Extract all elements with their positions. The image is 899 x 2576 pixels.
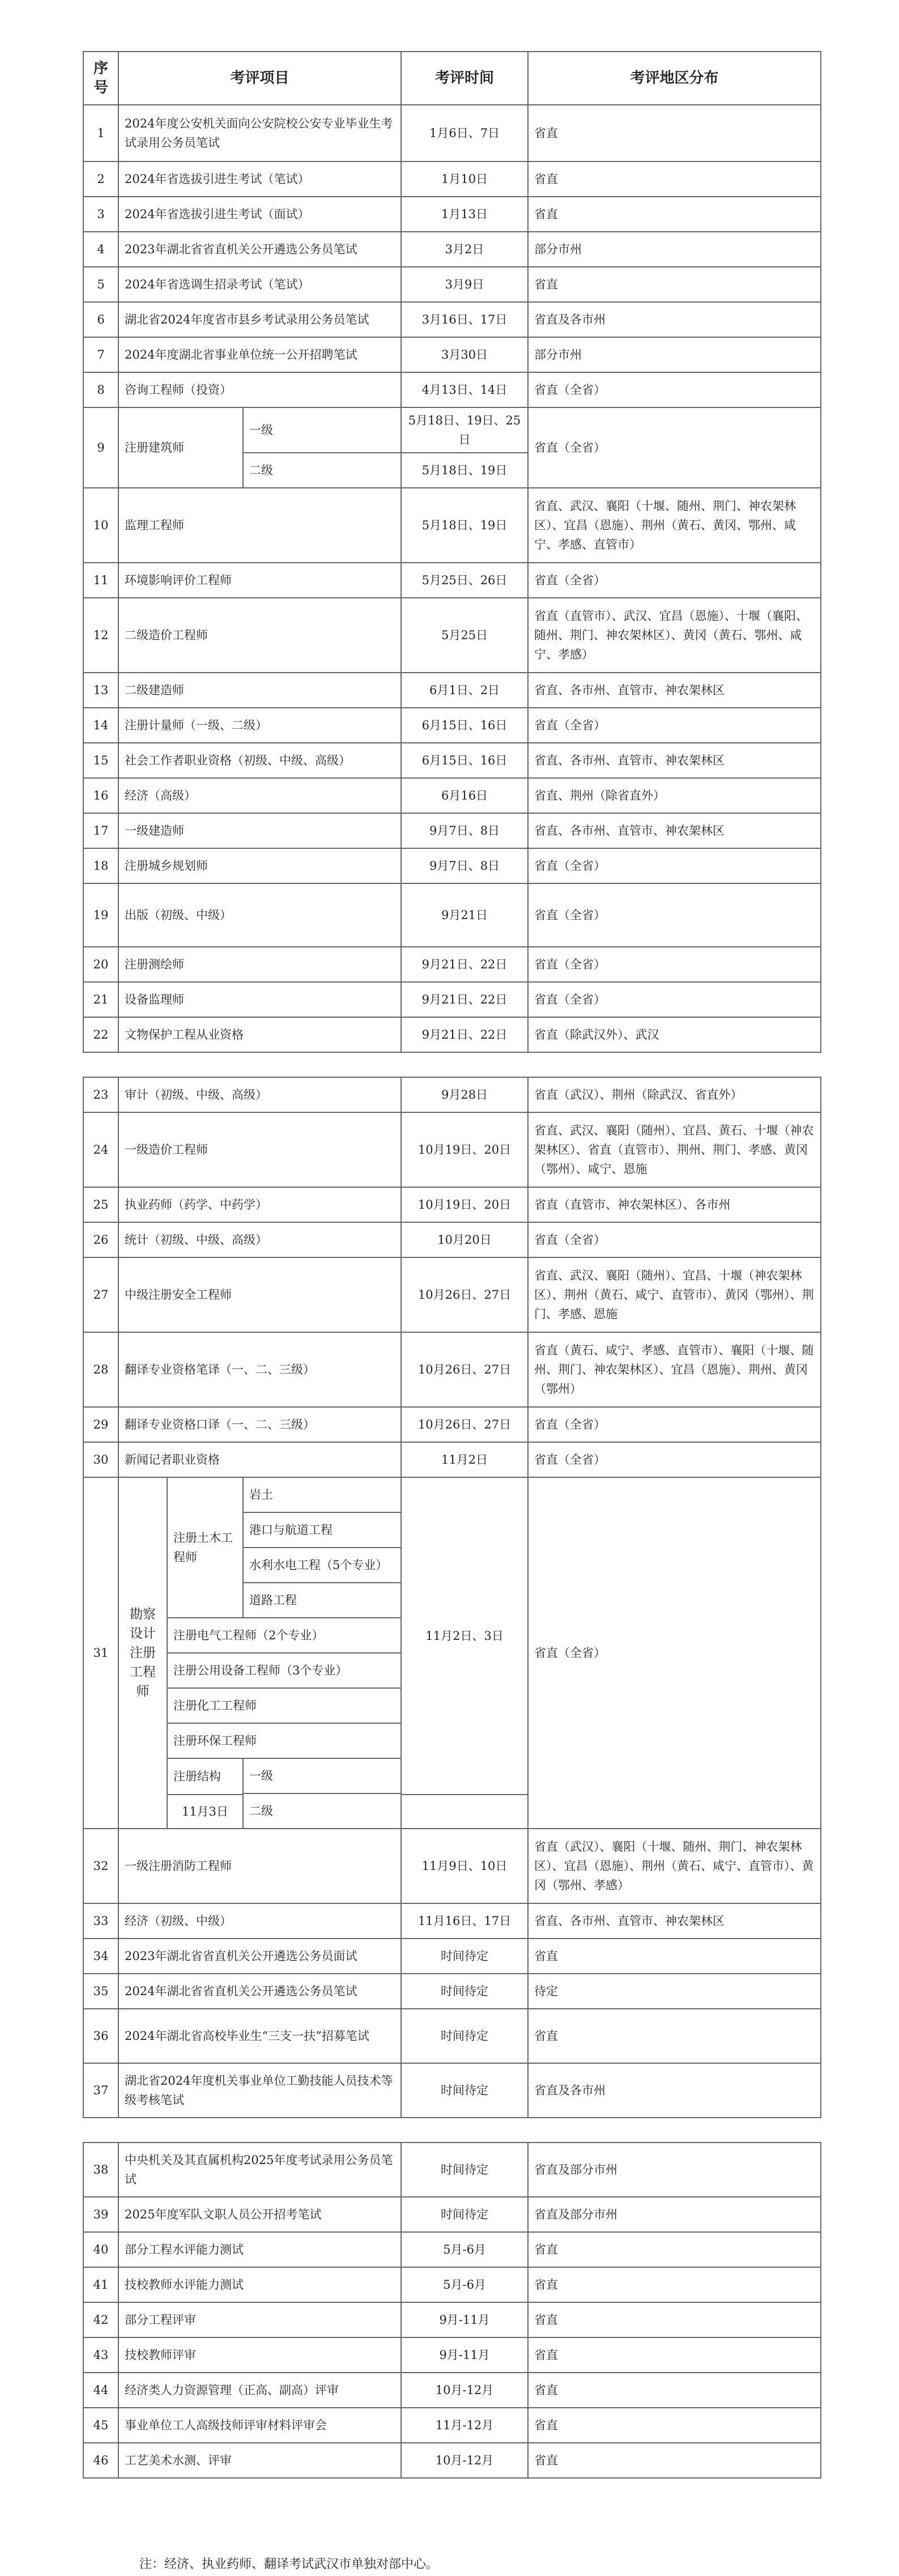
- row-item: 2024年度湖北省事业单位统一公开招聘笔试: [118, 337, 401, 372]
- row-time: 3月9日: [401, 267, 528, 302]
- row-time: 时间待定: [401, 1974, 528, 2009]
- row-time: 5月-6月: [401, 2267, 528, 2302]
- row-time: 1月10日: [401, 161, 528, 197]
- table-row: [83, 1332, 821, 1407]
- row-time: 时间待定: [401, 1939, 528, 1974]
- table-row: [83, 1939, 821, 1974]
- table-row: [83, 337, 821, 372]
- row-no: 30: [83, 1442, 118, 1477]
- table-row: [83, 1442, 821, 1477]
- row-no: 28: [83, 1332, 118, 1407]
- row-no: 27: [83, 1257, 118, 1332]
- row-time: 5月25日、26日: [401, 563, 528, 598]
- row-area: 省直: [528, 161, 821, 197]
- row-item: 注册建筑师: [118, 407, 243, 488]
- row-area: 省直: [528, 2232, 821, 2267]
- row-no: 31: [83, 1477, 118, 1829]
- row-area: 省直及部分市州: [528, 2197, 821, 2232]
- row-area: 省直、武汉、襄阳（随州）、宜昌、黄石、十堰（神农架林区）、省直（直管市）、荆州、荆门、孝感、黄冈（鄂州）、咸宁、恩施: [528, 1112, 821, 1187]
- row-time: 1月13日: [401, 197, 528, 232]
- row-area: 省直、武汉、襄阳（十堰、随州、荆门、神农架林区）、宜昌（恩施）、荆州（黄石、黄冈、鄂州、咸宁、孝感、直管市）: [528, 488, 821, 563]
- row-subitem: 道路工程: [243, 1583, 401, 1618]
- table-row: [83, 982, 821, 1017]
- row-time: 时间待定: [401, 2009, 528, 2063]
- row-time: 4月13日、14日: [401, 372, 528, 407]
- row-item: 新闻记者职业资格: [118, 1442, 401, 1477]
- table-row: [83, 598, 821, 673]
- row-item: 注册计量师（一级、二级）: [118, 708, 401, 743]
- table-row: [83, 708, 821, 743]
- row-time: 6月15日、16日: [401, 743, 528, 778]
- row-area: 省直（全省）: [528, 1407, 821, 1442]
- row-time: 5月18日、19日: [401, 453, 528, 488]
- row-time: 11月3日: [167, 1795, 243, 1829]
- row-time: 11月9日、10日: [401, 1829, 528, 1903]
- exam-schedule-table: [83, 51, 821, 1053]
- table-row: [83, 488, 821, 563]
- row-no: 45: [83, 2408, 118, 2443]
- row-no: 40: [83, 2232, 118, 2267]
- row-area: 省直: [528, 2337, 821, 2373]
- row-subitem: 一级: [243, 407, 401, 453]
- row-no: 8: [83, 372, 118, 407]
- row-item: 出版（初级、中级）: [118, 883, 401, 947]
- row-area: 省直（全省）: [528, 1222, 821, 1257]
- row-item: 环境影响评价工程师: [118, 563, 401, 598]
- table-row: [83, 407, 821, 453]
- row-time: 11月16日、17日: [401, 1903, 528, 1939]
- row-area: 省直（全省）: [528, 883, 821, 947]
- table-row: [83, 161, 821, 197]
- table-row: [83, 2197, 821, 2232]
- table-row: [83, 778, 821, 813]
- table-row: [83, 2143, 821, 2197]
- row-no: 32: [83, 1829, 118, 1903]
- row-no: 2: [83, 161, 118, 197]
- table-row: [83, 673, 821, 708]
- header-no: 序号: [83, 52, 118, 105]
- header-time: 考评时间: [401, 52, 528, 105]
- row-time: 9月28日: [401, 1077, 528, 1112]
- row-time: 9月21日: [401, 883, 528, 947]
- row-no: 46: [83, 2443, 118, 2478]
- row-time: 5月-6月: [401, 2232, 528, 2267]
- row-item: 统计（初级、中级、高级）: [118, 1222, 401, 1257]
- row-area: 省直: [528, 2373, 821, 2408]
- header-item: 考评项目: [118, 52, 401, 105]
- row-time: 9月21日、22日: [401, 947, 528, 982]
- row-item: 社会工作者职业资格（初级、中级、高级）: [118, 743, 401, 778]
- table-row: [83, 2009, 821, 2063]
- row-time: 9月7日、8日: [401, 848, 528, 883]
- row-no: 3: [83, 197, 118, 232]
- row-item: 2024年省选调生招录考试（笔试）: [118, 267, 401, 302]
- table-row: [83, 1222, 821, 1257]
- footnote: 注：经济、执业药师、翻译考试武汉市单独对部中心。: [139, 2557, 439, 2571]
- row-no: 44: [83, 2373, 118, 2408]
- row-area: 省直: [528, 1939, 821, 1974]
- table-row: [83, 883, 821, 947]
- row-subgroup: 注册土木工程师: [167, 1477, 243, 1618]
- row-item: 工艺美术水测、评审: [118, 2443, 401, 2478]
- row-time: 10月19日、20日: [401, 1187, 528, 1222]
- row-item: 技校教师评审: [118, 2337, 401, 2373]
- row-time: 9月7日、8日: [401, 813, 528, 848]
- row-no: 35: [83, 1974, 118, 2009]
- row-area: 省直、各市州、直管市、神农架林区: [528, 743, 821, 778]
- page-break: [83, 1053, 820, 1077]
- row-time: 10月26日、27日: [401, 1257, 528, 1332]
- row-item: 2025年度军队文职人员公开招考笔试: [118, 2197, 401, 2232]
- row-item: 勘察设计注册工程师: [118, 1477, 167, 1829]
- row-area: 省直（黄石、咸宁、孝感、直管市）、襄阳（十堰、随州、荆门、神农架林区）、宜昌（恩施）、荆州、黄冈（鄂州）: [528, 1332, 821, 1407]
- row-time: 6月16日: [401, 778, 528, 813]
- exam-schedule-table-continued: [83, 1077, 821, 2118]
- row-item: 2023年湖北省省直机关公开遴选公务员面试: [118, 1939, 401, 1974]
- row-item: 2024年省选拔引进生考试（笔试）: [118, 161, 401, 197]
- row-item: 2024年省选拔引进生考试（面试）: [118, 197, 401, 232]
- row-area: 省直（全省）: [528, 708, 821, 743]
- row-no: 14: [83, 708, 118, 743]
- row-area: 省直: [528, 2443, 821, 2478]
- row-no: 15: [83, 743, 118, 778]
- row-item: 审计（初级、中级、高级）: [118, 1077, 401, 1112]
- row-item: 2023年湖北省省直机关公开遴选公务员笔试: [118, 232, 401, 267]
- row-time: 10月20日: [401, 1222, 528, 1257]
- row-no: 41: [83, 2267, 118, 2302]
- row-item: 经济（初级、中级）: [118, 1903, 401, 1939]
- row-area: 省直（除武汉外）、武汉: [528, 1017, 821, 1052]
- row-area: 省直、各市州、直管市、神农架林区: [528, 673, 821, 708]
- row-item: 监理工程师: [118, 488, 401, 563]
- header-row: [83, 52, 821, 105]
- row-no: 13: [83, 673, 118, 708]
- row-no: 12: [83, 598, 118, 673]
- row-no: 33: [83, 1903, 118, 1939]
- row-time: 3月16日、17日: [401, 302, 528, 337]
- row-no: 6: [83, 302, 118, 337]
- row-item: 二级建造师: [118, 673, 401, 708]
- row-area: 省直（全省）: [528, 407, 821, 488]
- row-no: 39: [83, 2197, 118, 2232]
- row-area: 省直及各市州: [528, 302, 821, 337]
- schedule-page: [83, 51, 820, 2479]
- row-time: 5月18日、19日、25日: [401, 407, 528, 453]
- row-area: 省直、武汉、襄阳（随州）、宜昌、十堰（神农架林区）、荆州（黄石、咸宁、直管市）、黄冈（鄂州）、荆门、孝感、恩施: [528, 1257, 821, 1332]
- row-no: 7: [83, 337, 118, 372]
- table-row: [83, 2373, 821, 2408]
- row-no: 1: [83, 105, 118, 161]
- table-row: [83, 2337, 821, 2373]
- row-area: 省直: [528, 2408, 821, 2443]
- table-row: [83, 2302, 821, 2337]
- row-area: 省直、各市州、直管市、神农架林区: [528, 1903, 821, 1939]
- row-area: 省直（全省）: [528, 563, 821, 598]
- row-time: 9月21日、22日: [401, 982, 528, 1017]
- table-row: [83, 813, 821, 848]
- table-row: [83, 1112, 821, 1187]
- row-item: 注册城乡规划师: [118, 848, 401, 883]
- row-time: 11月-12月: [401, 2408, 528, 2443]
- table-row: [83, 2408, 821, 2443]
- page-break: [83, 2118, 820, 2142]
- row-area: 省直（全省）: [528, 1477, 821, 1829]
- table-row: [83, 372, 821, 407]
- row-item: 咨询工程师（投资）: [118, 372, 401, 407]
- row-area: 省直: [528, 2267, 821, 2302]
- row-time: 时间待定: [401, 2197, 528, 2232]
- row-no: 29: [83, 1407, 118, 1442]
- row-subitem: 港口与航道工程: [243, 1512, 401, 1548]
- table-row: [83, 848, 821, 883]
- row-no: 22: [83, 1017, 118, 1052]
- row-subitem: 二级: [243, 1793, 401, 1829]
- table-row: [83, 267, 821, 302]
- table-row: [83, 743, 821, 778]
- row-subitem: 水利水电工程（5个专业）: [243, 1548, 401, 1583]
- row-time: 1月6日、7日: [401, 105, 528, 161]
- row-item: 经济（高级）: [118, 778, 401, 813]
- row-no: 37: [83, 2063, 118, 2118]
- row-item: 设备监理师: [118, 982, 401, 1017]
- table-row: [83, 1407, 821, 1442]
- row-no: 11: [83, 563, 118, 598]
- row-item: 一级注册消防工程师: [118, 1829, 401, 1903]
- row-time: 时间待定: [401, 2143, 528, 2197]
- row-area: 省直（全省）: [528, 848, 821, 883]
- row-area: 省直: [528, 197, 821, 232]
- table-row: [83, 105, 821, 161]
- header-area: 考评地区分布: [528, 52, 821, 105]
- row-subitem: 注册公用设备工程师（3个专业）: [167, 1653, 401, 1688]
- row-no: 9: [83, 407, 118, 488]
- row-no: 38: [83, 2143, 118, 2197]
- row-no: 34: [83, 1939, 118, 1974]
- row-time: 9月21日、22日: [401, 1017, 528, 1052]
- row-no: 42: [83, 2302, 118, 2337]
- row-area: 省直及部分市州: [528, 2143, 821, 2197]
- row-area: 省直、各市州、直管市、神农架林区: [528, 813, 821, 848]
- row-item: 翻译专业资格笔译（一、二、三级）: [118, 1332, 401, 1407]
- row-item: 注册测绘师: [118, 947, 401, 982]
- row-no: 19: [83, 883, 118, 947]
- row-item: 经济类人力资源管理（正高、副高）评审: [118, 2373, 401, 2408]
- table-row: [83, 302, 821, 337]
- table-row: [83, 1974, 821, 2009]
- row-time: 时间待定: [401, 2063, 528, 2118]
- row-time: 10月26日、27日: [401, 1332, 528, 1407]
- row-item: 2024年湖北省高校毕业生“三支一扶”招募笔试: [118, 2009, 401, 2063]
- row-time: 10月-12月: [401, 2373, 528, 2408]
- table-row: [83, 1017, 821, 1052]
- row-no: 26: [83, 1222, 118, 1257]
- row-no: 18: [83, 848, 118, 883]
- row-subgroup: 注册结构: [167, 1758, 243, 1795]
- row-no: 16: [83, 778, 118, 813]
- row-no: 20: [83, 947, 118, 982]
- row-area: 省直、荆州（除省直外）: [528, 778, 821, 813]
- row-item: 文物保护工程从业资格: [118, 1017, 401, 1052]
- table-row: [83, 1077, 821, 1112]
- row-subitem: 一级: [243, 1758, 401, 1793]
- row-item: 技校教师水评能力测试: [118, 2267, 401, 2302]
- row-time: 3月30日: [401, 337, 528, 372]
- row-no: 21: [83, 982, 118, 1017]
- table-row: [83, 2063, 821, 2118]
- row-item: 二级造价工程师: [118, 598, 401, 673]
- table-row: [83, 563, 821, 598]
- row-item: 中级注册安全工程师: [118, 1257, 401, 1332]
- row-item: 2024年度公安机关面向公安院校公安专业毕业生考试录用公务员笔试: [118, 105, 401, 161]
- row-area: 部分市州: [528, 232, 821, 267]
- row-no: 10: [83, 488, 118, 563]
- row-time: 10月-12月: [401, 2443, 528, 2478]
- row-time: 9月-11月: [401, 2302, 528, 2337]
- table-row: [83, 1903, 821, 1939]
- row-time: 10月19日、20日: [401, 1112, 528, 1187]
- row-no: 24: [83, 1112, 118, 1187]
- row-time: 5月25日: [401, 598, 528, 673]
- table-row: [83, 947, 821, 982]
- row-area: 省直（全省）: [528, 372, 821, 407]
- row-no: 4: [83, 232, 118, 267]
- table-row: [83, 232, 821, 267]
- row-area: 省直: [528, 2302, 821, 2337]
- row-area: 省直（直管市）、武汉、宜昌（恩施）、十堰（襄阳、随州、荆门、神农架林区）、黄冈（黄石、鄂州、咸宁、孝感）: [528, 598, 821, 673]
- row-item: 中央机关及其直属机构2025年度考试录用公务员笔试: [118, 2143, 401, 2197]
- row-area: 省直: [528, 2009, 821, 2063]
- row-no: 23: [83, 1077, 118, 1112]
- table-row: [83, 1829, 821, 1903]
- row-no: 25: [83, 1187, 118, 1222]
- row-area: 省直（全省）: [528, 1442, 821, 1477]
- row-item: 执业药师（药学、中药学）: [118, 1187, 401, 1222]
- row-no: 17: [83, 813, 118, 848]
- table-row: [83, 1257, 821, 1332]
- row-time: 6月15日、16日: [401, 708, 528, 743]
- row-item: 事业单位工人高级技师评审材料评审会: [118, 2408, 401, 2443]
- row-no: 43: [83, 2337, 118, 2373]
- row-area: 省直（直管市、神农架林区）、各市州: [528, 1187, 821, 1222]
- row-item: 翻译专业资格口译（一、二、三级）: [118, 1407, 401, 1442]
- row-no: 36: [83, 2009, 118, 2063]
- row-area: 省直及各市州: [528, 2063, 821, 2118]
- table-row: [83, 197, 821, 232]
- row-no: 5: [83, 267, 118, 302]
- row-subitem: 注册环保工程师: [167, 1723, 401, 1758]
- row-area: 待定: [528, 1974, 821, 2009]
- row-item: 湖北省2024年度机关事业单位工勤技能人员技术等级考核笔试: [118, 2063, 401, 2118]
- row-area: 省直（全省）: [528, 947, 821, 982]
- row-area: 省直: [528, 105, 821, 161]
- row-item: 部分工程水评能力测试: [118, 2232, 401, 2267]
- row-area: 省直（武汉）、襄阳（十堰、随州、荆门、神农架林区）、宜昌（恩施）、荆州（黄石、咸宁、直管市）、黄冈（鄂州、孝感）: [528, 1829, 821, 1903]
- row-subitem: 注册电气工程师（2个专业）: [167, 1618, 401, 1653]
- row-time: 6月1日、2日: [401, 673, 528, 708]
- row-time: 9月-11月: [401, 2337, 528, 2373]
- row-item: 一级造价工程师: [118, 1112, 401, 1187]
- row-item: 部分工程评审: [118, 2302, 401, 2337]
- row-item: 一级建造师: [118, 813, 401, 848]
- row-time: 11月2日、3日: [401, 1477, 528, 1795]
- row-time: 3月2日: [401, 232, 528, 267]
- row-time: 5月18日、19日: [401, 488, 528, 563]
- row-area: 省直: [528, 267, 821, 302]
- table-row: [83, 2232, 821, 2267]
- row-subitem: 注册化工工程师: [167, 1688, 401, 1723]
- row-subitem: 二级: [243, 453, 401, 488]
- row-area: 省直（全省）: [528, 982, 821, 1017]
- row-time: 10月26日、27日: [401, 1407, 528, 1442]
- row-item: 2024年湖北省省直机关公开遴选公务员笔试: [118, 1974, 401, 2009]
- table-row: [83, 2267, 821, 2302]
- row-item: 湖北省2024年度省市县乡考试录用公务员笔试: [118, 302, 401, 337]
- table-row: [83, 1477, 821, 1512]
- row-time: 11月2日: [401, 1442, 528, 1477]
- table-row: [83, 2443, 821, 2478]
- row-area: 省直（武汉）、荆州（除武汉、省直外）: [528, 1077, 821, 1112]
- row-area: 部分市州: [528, 337, 821, 372]
- table-row: [83, 1187, 821, 1222]
- exam-schedule-table-continued-2: [83, 2142, 821, 2479]
- row-subitem: 岩土: [243, 1477, 401, 1512]
